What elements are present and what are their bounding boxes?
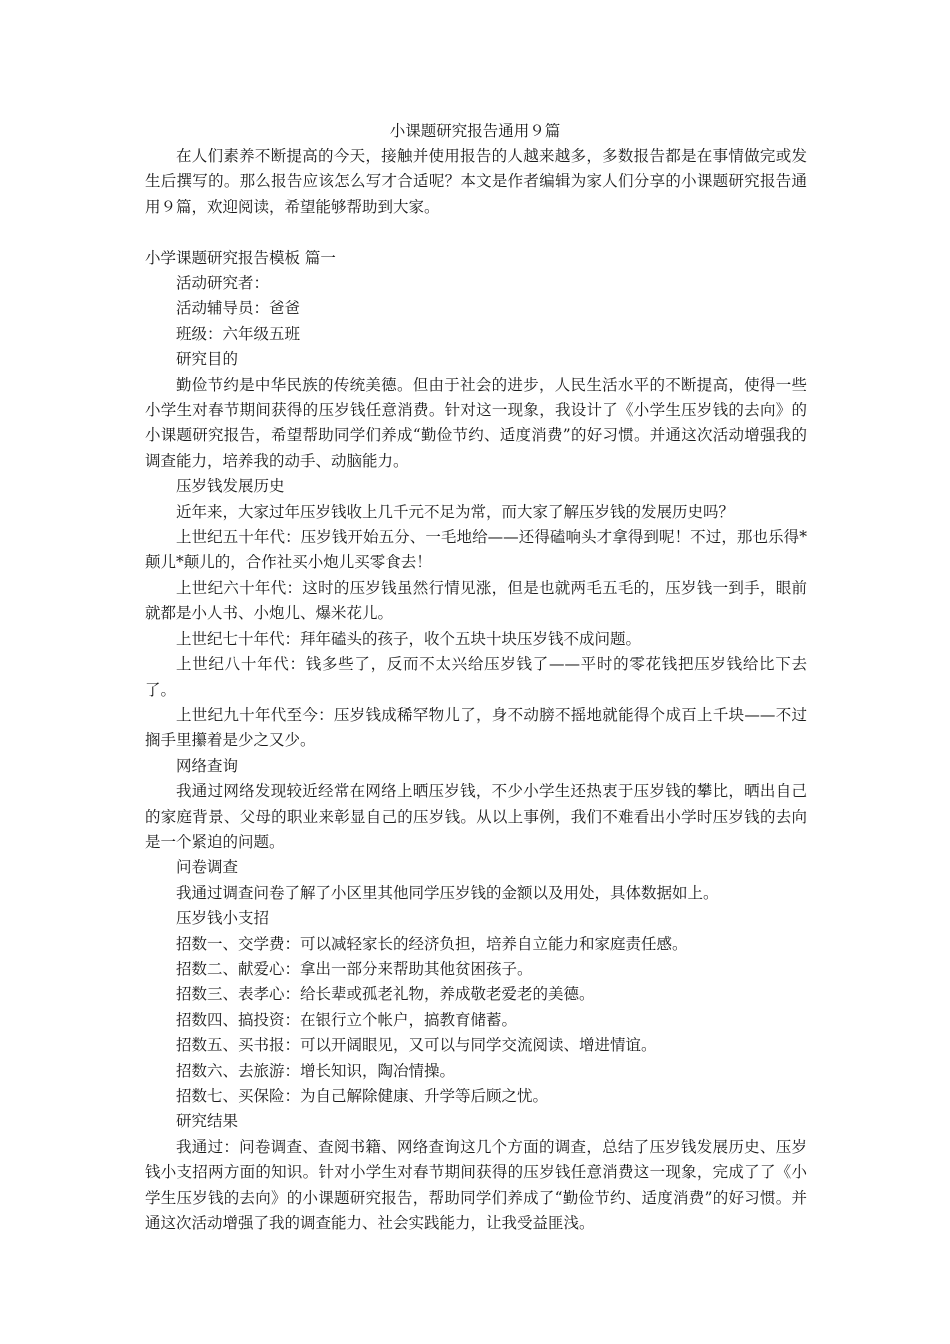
advisor-line: 活动辅导员：爸爸 (176, 299, 301, 318)
tip-item: 招数三、表孝心：给长辈或孤老礼物，养成敬老爱老的美德。 (176, 985, 595, 1004)
purpose-heading: 研究目的 (176, 350, 239, 369)
result-paragraph: 我通过：问卷调查、查阅书籍、网络查询这几个方面的调查，总结了压岁钱发展历史、压岁钱小支招两方面的知识。针对小学生对春节期间获得的压岁钱任意消费这一现象，完成了了《小学生压岁钱的去向》的小课题研究报告，帮助同学们养成了“勤俭节约、适度消费”的好习惯。并通这次活动增强了我的调查能力、社会实践能力，让我受益匪浅。 (145, 1137, 807, 1233)
blank-line (145, 220, 807, 245)
network-paragraph: 我通过网络发现较近经常在网络上晒压岁钱，不少小学生还热衷于压岁钱的攀比，晒出自己的家庭背景、父母的职业来彰显自己的压岁钱。从以上事例，我们不难看出小学时压岁钱的去向是一个紧迫的问题。 (145, 782, 807, 851)
network-heading: 网络查询 (176, 756, 239, 775)
document-title: 小课题研究报告通用９篇 (389, 122, 561, 140)
tip-item: 招数二、献爱心：拿出一部分来帮助其他贫困孩子。 (176, 959, 533, 978)
tips-heading: 压岁钱小支招 (176, 909, 270, 928)
history-60s: 上世纪六十年代：这时的压岁钱虽然行情见涨，但是也就两毛五毛的，压岁钱一到手，眼前就都是小人书、小炮儿、爆米花儿。 (145, 578, 807, 623)
survey-heading: 问卷调查 (176, 858, 239, 877)
researcher-line: 活动研究者： (176, 274, 270, 293)
document-body (145, 144, 807, 1236)
purpose-paragraph: 勤俭节约是中华民族的传统美德。但由于社会的进步，人民生活水平的不断提高，使得一些小学生对春节期间获得的压岁钱任意消费。针对这一现象，我设计了《小学生压岁钱的去向》的小课题研究报告，希望帮助同学们养成“勤俭节约、适度消费”的好习惯。并通这次活动增强我的调查能力，培养我的动手、动脑能力。 (145, 375, 807, 470)
tip-item: 招数六、去旅游：增长知识，陶冶情操。 (176, 1061, 456, 1080)
section-heading: 小学课题研究报告模板 篇一 (145, 248, 336, 267)
result-heading: 研究结果 (176, 1112, 239, 1131)
history-heading: 压岁钱发展历史 (176, 477, 285, 496)
history-80s: 上世纪八十年代：钱多些了，反而不太兴给压岁钱了——平时的零花钱把压岁钱给比下去了。 (145, 655, 807, 699)
history-50s: 上世纪五十年代：压岁钱开始五分、一毛地给——还得磕响头才拿得到呢！不过，那也乐得*颠儿*颠儿的，合作社买小炮儿买零食去！ (145, 528, 807, 572)
intro-paragraph: 在人们素养不断提高的今天，接触并使用报告的人越来越多，多数报告都是在事情做完或发生后撰写的。那么报告应该怎么写才合适呢？本文是作者编辑为家人们分享的小课题研究报告通用９篇，欢迎阅读，希望能够帮助到大家。 (145, 147, 807, 216)
history-70s: 上世纪七十年代：拜年磕头的孩子，收个五块十块压岁钱不成问题。 (176, 629, 642, 648)
history-intro: 近年来，大家过年压岁钱收上几千元不足为常，而大家了解压岁钱的发展历史吗？ (176, 502, 735, 521)
tip-item: 招数五、买书报：可以开阔眼见，又可以与同学交流阅读、增进情谊。 (176, 1036, 657, 1055)
tip-item: 招数一、交学费：可以减轻家长的经济负担，培养自立能力和家庭责任感。 (176, 934, 688, 953)
class-line: 班级：六年级五班 (176, 324, 301, 343)
tip-item: 招数七、买保险：为自己解除健康、升学等后顾之忧。 (176, 1087, 549, 1106)
tip-item: 招数四、搞投资：在银行立个帐户，搞教育储蓄。 (176, 1010, 518, 1029)
history-90s: 上世纪九十年代至今：压岁钱成稀罕物儿了，身不动膀不摇地就能得个成百上千块——不过搁手里攥着是少之又少。 (145, 705, 807, 750)
survey-paragraph: 我通过调查问卷了解了小区里其他同学压岁钱的金额以及用处，具体数据如上。 (176, 883, 719, 902)
